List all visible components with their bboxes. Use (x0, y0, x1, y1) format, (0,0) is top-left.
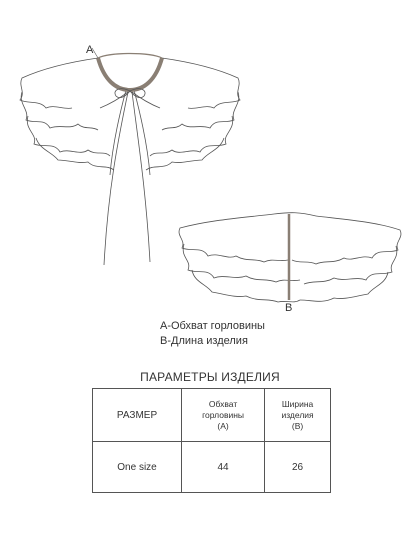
table-header-row (93, 389, 331, 442)
cell-length: 26 (265, 442, 331, 493)
header-length: Ширина изделия (В) (265, 389, 331, 442)
table-row (93, 442, 331, 493)
marker-b: B (285, 302, 293, 314)
marker-a: A (86, 44, 94, 56)
table-title: ПАРАМЕТРЫ ИЗДЕЛИЯ (140, 370, 280, 384)
legend-neck-circumference: А-Обхват горловины (160, 320, 265, 332)
header-size: РАЗМЕР (93, 389, 182, 442)
size-table (92, 388, 331, 493)
cell-size: One size (93, 442, 182, 493)
header-neck: Обхват горловины (А) (182, 389, 265, 442)
cell-neck: 44 (182, 442, 265, 493)
legend-length: В-Длина изделия (160, 335, 248, 347)
